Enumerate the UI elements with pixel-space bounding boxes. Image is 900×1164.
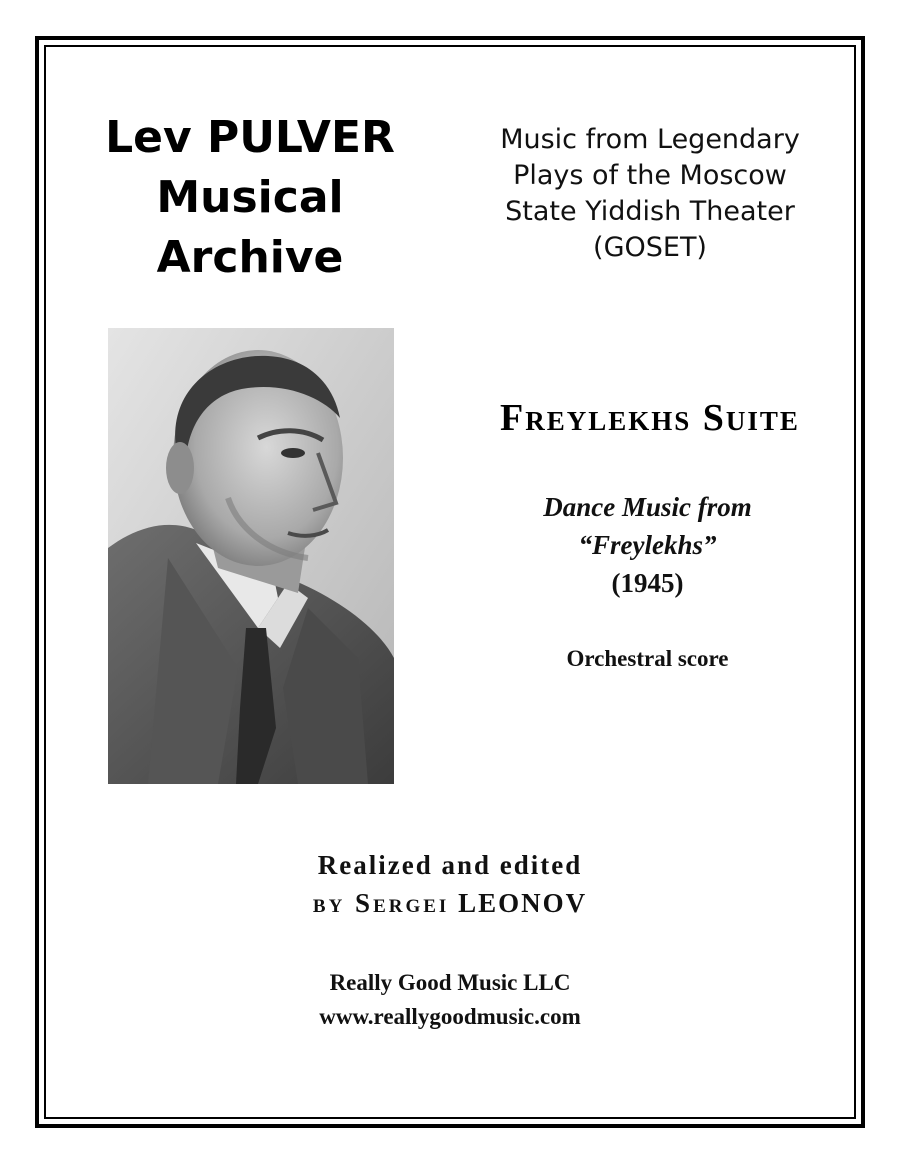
credit-line1: Realized and edited xyxy=(317,850,583,880)
publisher-url: www.reallygoodmusic.com xyxy=(319,1004,581,1029)
subtitle-line2: Plays of the Moscow xyxy=(513,160,787,191)
publisher-name: Really Good Music LLC xyxy=(329,970,571,995)
subtitle-line1: Music from Legendary xyxy=(500,124,800,155)
subtitle-line3: State Yiddish Theater xyxy=(505,196,795,227)
work-description xyxy=(470,488,825,602)
archive-title-line2: Musical xyxy=(156,172,344,223)
work-title: Freylekhs Suite xyxy=(500,397,800,439)
archive-title xyxy=(90,108,410,288)
composer-portrait xyxy=(108,328,394,784)
description-line1: Dance Music from xyxy=(543,492,752,522)
portrait-illustration xyxy=(108,328,394,784)
work-year: (1945) xyxy=(611,568,684,598)
credit-name: LEONOV xyxy=(458,888,588,918)
score-type: Orchestral score xyxy=(566,646,729,671)
description-line2: “Freylekhs” xyxy=(578,530,717,560)
series-subtitle xyxy=(470,122,830,266)
archive-title-line3: Archive xyxy=(156,232,344,283)
publisher-block xyxy=(150,966,750,1034)
archive-title-line1: Lev PULVER xyxy=(105,112,395,163)
credit-by: by Sergei xyxy=(312,888,450,918)
editor-credit xyxy=(150,846,750,922)
credit-line2 xyxy=(150,884,750,922)
subtitle-line4: (GOSET) xyxy=(593,232,707,263)
